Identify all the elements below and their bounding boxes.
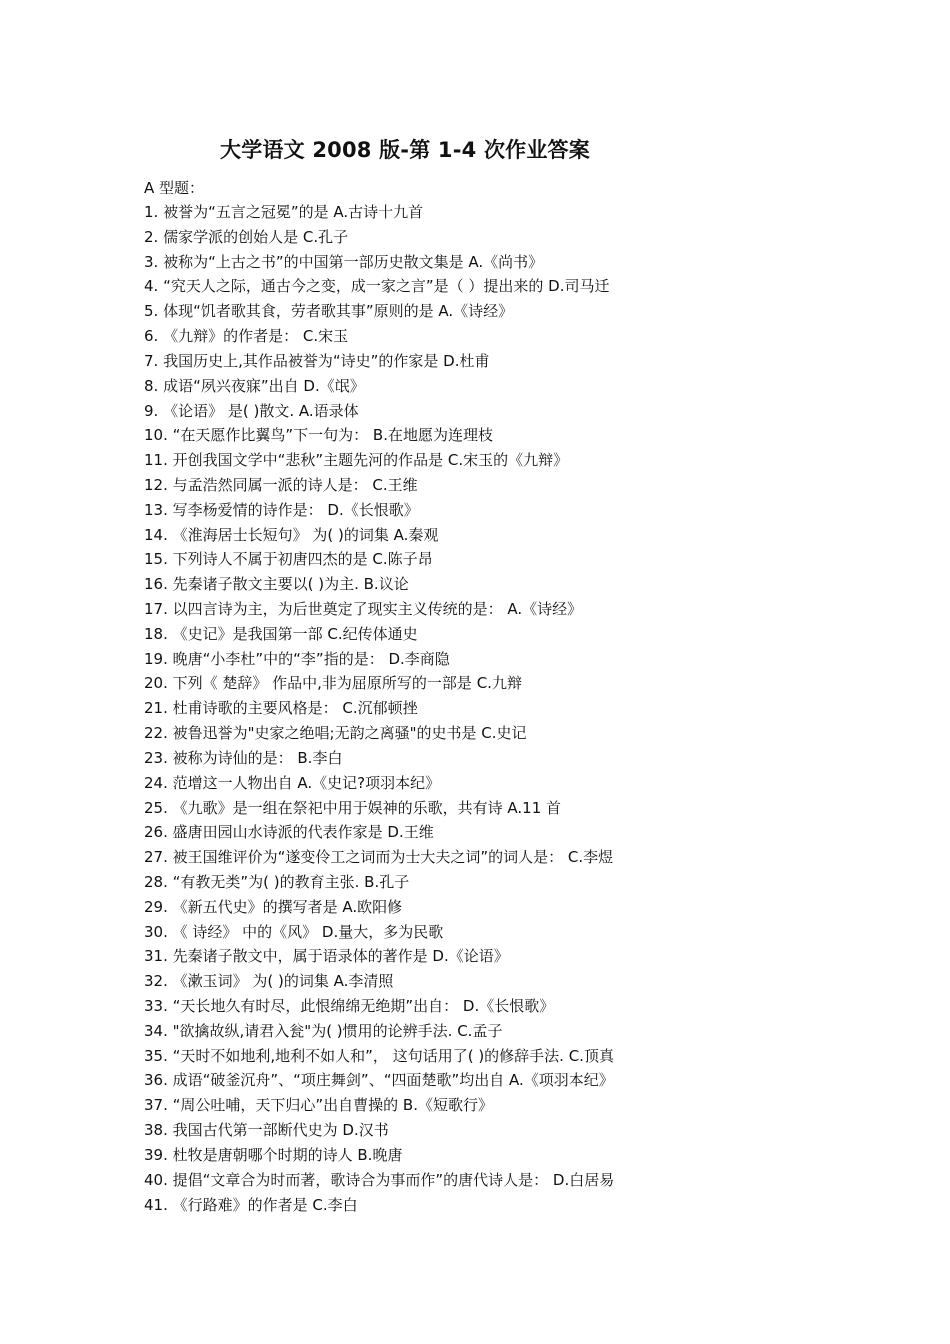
list-item: 36. 成语“破釜沉舟”、“项庄舞剑”、“四面楚歌”均出自 A.《项羽本纪》 (144, 1071, 614, 1090)
list-item: 19. 晚唐“小李杜”中的“李”指的是： D.李商隐 (144, 649, 450, 668)
section-label: A 型题： (144, 179, 205, 197)
list-item: 29. 《新五代史》的撰写者是 A.欧阳修 (144, 897, 403, 916)
list-item: 15. 下列诗人不属于初唐四杰的是 C.陈子昂 (144, 550, 433, 569)
list-item: 38. 我国古代第一部断代史为 D.汉书 (144, 1121, 389, 1140)
list-item: 18. 《史记》是我国第一部 C.纪传体通史 (144, 624, 418, 643)
list-item: 11. 开创我国文学中“悲秋”主题先河的作品是 C.宋玉的《九辩》 (144, 451, 569, 470)
list-item: 30. 《 诗经》 中的《风》 D.量大，多为民歌 (144, 922, 444, 941)
list-item: 6. 《九辩》的作者是： C.宋玉 (144, 327, 349, 346)
list-item: 25. 《九歌》是一组在祭祀中用于娱神的乐歌，共有诗 A.11 首 (144, 798, 562, 817)
list-item: 37. “周公吐哺，天下归心”出自曹操的 B.《短歌行》 (144, 1096, 493, 1115)
list-item: 8. 成语“夙兴夜寐”出自 D.《氓》 (144, 376, 365, 395)
list-item: 12. 与孟浩然同属一派的诗人是： C.王维 (144, 475, 418, 494)
list-item: 1. 被誉为“五言之冠冕”的是 A.古诗十九首 (144, 203, 424, 221)
list-item: 7. 我国历史上,其作品被誉为“诗史”的作家是 D.杜甫 (144, 351, 490, 370)
list-item: 22. 被鲁迅誉为"史家之绝唱;无韵之离骚"的史书是 C.史记 (144, 724, 527, 743)
list-item: 35. “天时不如地利,地利不如人和”， 这句话用了( )的修辞手法. C.顶真 (144, 1046, 614, 1065)
list-item: 20. 下列《 楚辞》 作品中,非为屈原所写的一部是 C.九辩 (144, 674, 522, 693)
list-item: 10. “在天愿作比翼鸟”下一句为： B.在地愿为连理枝 (144, 426, 493, 445)
list-item: 31. 先秦诸子散文中，属于语录体的著作是 D.《论语》 (144, 947, 509, 966)
list-item: 41. 《行路难》的作者是 C.李白 (144, 1195, 358, 1214)
list-item: 13. 写李杨爱情的诗作是： D.《长恨歌》 (144, 500, 419, 519)
list-item: 3. 被称为“上古之书”的中国第一部历史散文集是 A.《尚书》 (144, 252, 544, 271)
list-item: 39. 杜牧是唐朝哪个时期的诗人 B.晚唐 (144, 1145, 403, 1164)
answer-list (144, 202, 614, 1219)
list-item: 24. 范增这一人物出自 A.《史记?项羽本纪》 (144, 773, 441, 792)
document-title: 大学语文 2008 版-第 1-4 次作业答案 (220, 138, 590, 162)
list-item: 23. 被称为诗仙的是： B.李白 (144, 748, 343, 767)
list-item: 9. 《论语》 是( )散文. A.语录体 (144, 401, 359, 420)
list-item: 32. 《漱玉词》 为( )的词集 A.李清照 (144, 972, 394, 991)
list-item: 21. 杜甫诗歌的主要风格是： C.沉郁顿挫 (144, 699, 418, 718)
list-item: 5. 体现“饥者歌其食，劳者歌其事”原则的是 A.《诗经》 (144, 302, 514, 321)
list-item: 26. 盛唐田园山水诗派的代表作家是 D.王维 (144, 823, 434, 842)
list-item: 33. “天长地久有时尽，此恨绵绵无绝期”出自： D.《长恨歌》 (144, 997, 555, 1015)
list-item: 2. 儒家学派的创始人是 C.孔子 (144, 227, 349, 246)
list-item: 17. 以四言诗为主，为后世奠定了现实主义传统的是： A.《诗经》 (144, 600, 583, 618)
list-item: 14. 《淮海居士长短句》 为( )的词集 A.秦观 (144, 525, 439, 544)
list-item: 28. “有教无类”为( )的教育主张. B.孔子 (144, 872, 410, 891)
list-item: 16. 先秦诸子散文主要以( )为主. B.议论 (144, 575, 409, 594)
list-item: 4. “究天人之际，通古今之变，成一家之言”是（ ）提出来的 D.司马迁 (144, 277, 610, 296)
list-item: 40. 提倡“文章合为时而著，歌诗合为事而作”的唐代诗人是： D.白居易 (144, 1170, 615, 1189)
list-item: 27. 被王国维评价为“遂变伶工之词而为士大夫之词”的词人是： C.李煜 (144, 848, 614, 867)
list-item: 34. "欲擒故纵,请君入瓮"为( )惯用的论辨手法. C.孟子 (144, 1021, 503, 1040)
